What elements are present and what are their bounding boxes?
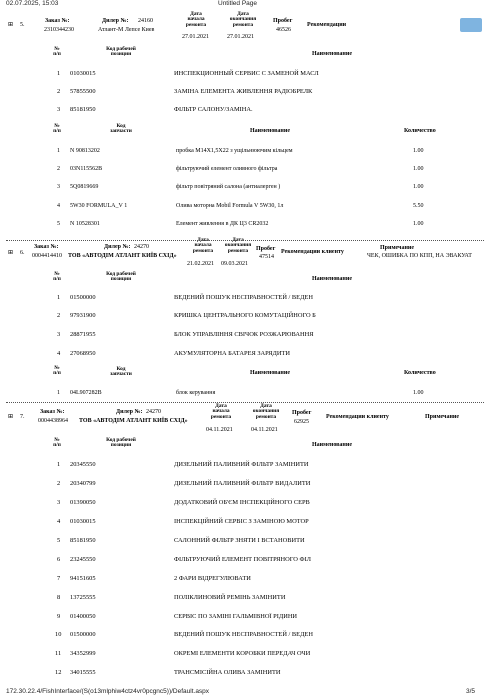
date-end-label: Дата окончания ремонта <box>229 11 257 28</box>
work-row-number: 7 <box>57 575 61 582</box>
date-end-label: Дата окончания ремонта <box>224 237 252 254</box>
part-row-qty: 1.00 <box>413 184 424 190</box>
name-header: Наименование <box>312 51 352 57</box>
name-header: Наименование <box>312 442 352 448</box>
work-row-name: ИНСПЕКЦИОННЫЙ СЕРВИС С ЗАМЕНОЙ МАСЛ <box>174 70 319 77</box>
part-row-code: 03N115562B <box>70 166 103 172</box>
work-row-code: 34015555 <box>70 669 96 676</box>
part-row-qty: 5.50 <box>413 203 424 209</box>
part-row-qty: 1.00 <box>413 221 424 227</box>
dealer-name: ТОВ «АВТОДІМ АТЛАНТ КИЇВ СХІД» <box>68 253 177 259</box>
expand-toggle-icon[interactable]: ⊞ <box>8 21 14 28</box>
work-row-name: БЛОК УПРАВЛІННЯ СВІЧОК РОЗЖАРЮВАННЯ <box>174 331 314 338</box>
part-row-name: фільтр повітряний салона (антиалерген ) <box>176 184 281 190</box>
mileage-value: 62925 <box>294 419 309 425</box>
part-code-header: Код запчасти <box>110 123 132 135</box>
work-row-number: 12 <box>55 669 62 676</box>
section-divider <box>6 402 484 403</box>
work-row-code: 01400050 <box>70 613 96 620</box>
work-row-number: 2 <box>57 312 61 319</box>
pos-no-header: № п/п <box>53 437 61 449</box>
work-code-header: Код рабочей позиции <box>106 46 136 58</box>
date-start-label: Дата начала ремонта <box>185 11 207 28</box>
work-row-name: ВЕДЕНИЙ ПОШУК НЕСПРАВНОСТЕЙ / ВЕДЕН <box>174 631 313 638</box>
dealer-name: Атлант-М Лепсе Киев <box>98 27 155 33</box>
note-label: Примечание <box>425 414 460 420</box>
dealer-name: ТОВ «АВТОДІМ АТЛАНТ КИЇВ СХІД» <box>79 418 188 424</box>
print-page-title: Untitled Page <box>218 0 258 7</box>
work-row-number: 2 <box>57 88 61 95</box>
date-end-value: 09.03.2021 <box>221 261 248 267</box>
print-page-number: 3/5 <box>466 688 476 695</box>
part-row-code: N 90813202 <box>70 148 100 154</box>
dealer-no-value: 24270 <box>146 409 161 415</box>
expand-toggle-icon[interactable]: ⊞ <box>8 413 14 420</box>
part-row-qty: 1.00 <box>413 148 424 154</box>
part-row-code: 5W30 FORMULA_V 1 <box>70 203 128 209</box>
part-row-number: 1 <box>57 390 60 396</box>
work-row-code: 20345550 <box>70 461 96 468</box>
work-row-number: 2 <box>57 480 61 487</box>
mileage-label: Пробег <box>292 410 312 416</box>
recommendations-label: Рекомендации клиенту <box>326 414 389 420</box>
order-no-label: Заказ №: <box>45 18 70 24</box>
date-start-value: 04.11.2021 <box>206 427 233 433</box>
mileage-value: 46526 <box>276 27 291 33</box>
work-row-name: ФІЛЬТР САЛОНУ/ЗАМІНА. <box>174 106 253 113</box>
mileage-label: Пробег <box>256 246 276 252</box>
part-row-number: 2 <box>57 166 60 172</box>
work-row-code: 23245550 <box>70 556 96 563</box>
work-row-name: ДОДАТКОВИЙ ОБ'ЄМ ІНСПЕКЦІЙНОГО СЕРВ <box>174 499 310 506</box>
work-row-code: 28871955 <box>70 331 96 338</box>
date-start-value: 27.01.2021 <box>182 34 209 40</box>
dealer-no-value: 24270 <box>134 244 149 250</box>
part-row-code: 04L907282B <box>70 390 102 396</box>
dealer-no-value: 24160 <box>138 18 153 24</box>
work-row-code: 01500000 <box>70 294 96 301</box>
work-row-number: 8 <box>57 594 61 601</box>
pos-no-header: № п/п <box>53 365 61 377</box>
date-end-label: Дата окончания ремонта <box>252 403 280 420</box>
work-row-name: ВЕДЕНИЙ ПОШУК НЕСПРАВНОСТЕЙ / ВЕДЕН <box>174 294 313 301</box>
order-index: 6. <box>20 250 25 256</box>
work-row-name: САЛОННИЙ ФІЛЬТР ЗНЯТИ І ВСТАНОВИТИ <box>174 537 305 544</box>
part-row-qty: 1.00 <box>413 166 424 172</box>
work-code-header: Код рабочей позиции <box>106 271 136 283</box>
work-row-code: 01390050 <box>70 499 96 506</box>
note-label: Примечание <box>380 245 415 251</box>
work-row-name: ДИЗЕЛЬНИЙ ПАЛИВНИЙ ФІЛЬТР ВИДАЛИТИ <box>174 480 311 487</box>
work-row-number: 4 <box>57 518 61 525</box>
work-row-name: ТРАНСМІСІЙНА ОЛИВА ЗАМІНИТИ <box>174 669 281 676</box>
work-code-header: Код рабочей позиции <box>106 437 136 449</box>
work-row-number: 5 <box>57 537 61 544</box>
dealer-no-label: Дилер №: <box>116 409 143 415</box>
order-index: 7. <box>20 414 25 420</box>
work-row-name: ФІЛЬТРУЮЧИЙ ЕЛЕМЕНТ ПОВІТРЯНОГО ФІЛ <box>174 556 312 563</box>
work-row-number: 3 <box>57 106 61 113</box>
part-row-name: пробка M14X1,5X22 з ущільнюючим кільцем <box>176 148 293 154</box>
recommendations-label: Рекомендации <box>307 22 347 28</box>
qty-header: Количество <box>404 370 436 376</box>
date-end-value: 04.11.2021 <box>251 427 278 433</box>
part-row-number: 1 <box>57 148 60 154</box>
note-value: ЧЕК, ОШИБКА ПО КПП, НА ЭВАКУАТ <box>367 253 472 259</box>
work-row-name: КРИШКА ЦЕНТРАЛЬНОГО КОМУТАЦІЙНОГО Б <box>174 312 316 319</box>
work-row-name: ОКРЕМІ ЕЛЕМЕНТИ КОРОБКИ ПЕРЕДАЧ ОЧИ <box>174 650 311 657</box>
dealer-no-label: Дилер №: <box>102 18 129 24</box>
work-row-code: 20340799 <box>70 480 96 487</box>
part-row-name: Елемент живлення в ДК Ц3 CR2032 <box>176 221 269 227</box>
work-row-code: 01030015 <box>70 70 96 77</box>
part-code-header: Код запчасти <box>110 366 132 378</box>
name-header: Наименование <box>312 276 352 282</box>
pos-no-header: № п/п <box>53 46 61 58</box>
part-row-qty: 1.00 <box>413 390 424 396</box>
part-row-code: 5Q0819669 <box>70 184 99 190</box>
order-no-label: Заказ №: <box>34 244 59 250</box>
work-row-code: 13725555 <box>70 594 96 601</box>
work-row-code: 01500000 <box>70 631 96 638</box>
date-start-label: Дата начала ремонта <box>192 237 214 254</box>
date-end-value: 27.01.2021 <box>227 34 254 40</box>
date-start-label: Дата начала ремонта <box>210 403 232 420</box>
app-logo-icon <box>460 18 482 32</box>
work-row-number: 10 <box>55 631 62 638</box>
work-row-code: 94151605 <box>70 575 96 582</box>
work-row-number: 3 <box>57 331 61 338</box>
work-row-code: 57855500 <box>70 88 96 95</box>
name-header: Наименование <box>250 128 290 134</box>
work-row-code: 27068950 <box>70 350 96 357</box>
print-datetime: 02.07.2025, 15:03 <box>6 0 59 7</box>
order-no-value: 0004438964 <box>38 418 68 424</box>
work-row-code: 85181950 <box>70 106 96 113</box>
section-divider <box>6 240 484 241</box>
name-header: Наименование <box>250 370 290 376</box>
work-row-number: 4 <box>57 350 61 357</box>
work-row-code: 34352999 <box>70 650 96 657</box>
part-row-number: 5 <box>57 221 60 227</box>
work-row-name: 2 ФАРИ ВІДРЕГУЛЮВАТИ <box>174 575 251 582</box>
work-row-number: 9 <box>57 613 61 620</box>
mileage-value: 47514 <box>259 254 274 260</box>
order-index: 5. <box>20 22 25 28</box>
work-row-name: ПОЛІКЛИНОВИЙ РЕМІНЬ ЗАМІНИТИ <box>174 594 286 601</box>
pos-no-header: № п/п <box>53 123 61 135</box>
qty-header: Количество <box>404 128 436 134</box>
dealer-no-label: Дилер №: <box>104 244 131 250</box>
work-row-code: 01030015 <box>70 518 96 525</box>
work-row-number: 1 <box>57 461 61 468</box>
part-row-name: фільтруючий елемент оливного фільтра <box>176 166 278 172</box>
order-no-value: 2310344230 <box>44 27 74 33</box>
work-row-number: 1 <box>57 294 61 301</box>
work-row-code: 85181950 <box>70 537 96 544</box>
mileage-label: Пробег <box>273 18 293 24</box>
recommendations-label: Рекомендации клиенту <box>281 249 344 255</box>
work-row-number: 11 <box>55 650 62 657</box>
work-row-name: ЗАМІНА ЕЛЕМЕНТА ЖИВЛЕННЯ РАДІОБРЕЛК <box>174 88 313 95</box>
part-row-name: Олива моторна Mobil Formula V 5W30, 1л <box>176 203 284 209</box>
work-row-number: 3 <box>57 499 61 506</box>
expand-toggle-icon[interactable]: ⊞ <box>8 249 14 256</box>
date-start-value: 21.02.2021 <box>187 261 214 267</box>
part-row-code: N 10528301 <box>70 221 100 227</box>
part-row-number: 3 <box>57 184 60 190</box>
print-url: 172.30.22.4/FishInterface/(S(o13mlphiw4ctz4vr0pcgnc5))/Default.aspx <box>6 688 210 695</box>
work-row-name: ІНСПЕКЦІЙНИЙ СЕРВІС З ЗАМІНОЮ МОТОР <box>174 518 309 525</box>
work-row-number: 6 <box>57 556 61 563</box>
work-row-number: 1 <box>57 70 61 77</box>
part-row-name: блок керування <box>176 390 216 396</box>
order-no-label: Заказ №: <box>40 409 65 415</box>
work-row-name: ДИЗЕЛЬНИЙ ПАЛИВНИЙ ФІЛЬТР ЗАМІНИТИ <box>174 461 309 468</box>
pos-no-header: № п/п <box>53 271 61 283</box>
work-row-name: СЕРВІС ПО ЗАМІНІ ГАЛЬМІВНОЇ РІДИНИ <box>174 613 298 620</box>
part-row-number: 4 <box>57 203 60 209</box>
work-row-code: 97931900 <box>70 312 96 319</box>
order-no-value: 0004414410 <box>32 253 62 259</box>
work-row-name: АКУМУЛЯТОРНА БАТАРЕЯ ЗАРЯДИТИ <box>174 350 291 357</box>
